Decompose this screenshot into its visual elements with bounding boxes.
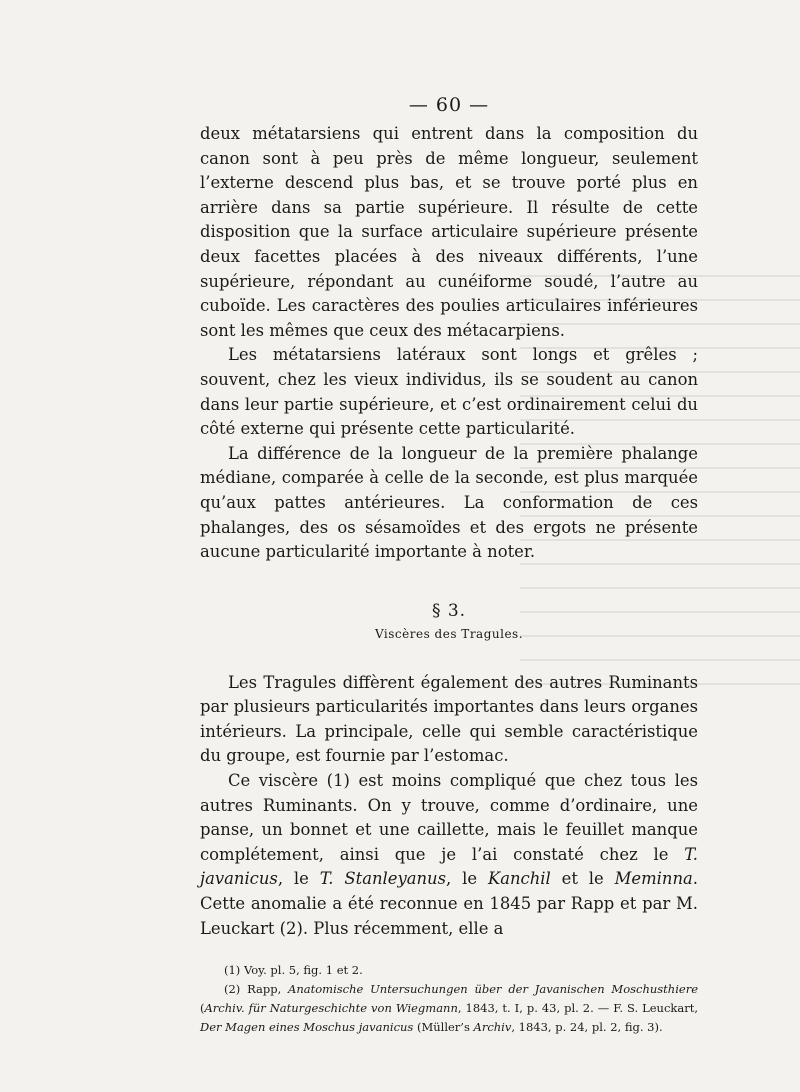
paragraph-stomach: Ce viscère (1) est moins compliqué que chez tous les autres Ruminants. On y trouve, comme d’ordinaire, une panse, un bonnet et une caillette, mais le feuillet manque complétement, ainsi que je l’ai constaté chez le T. javanicus, le T. Stanleyanus, le Kanchil et le Meminna. Cette anomalie a été reconnue en 1845 par Rapp et par M. Leuckart (2). Plus récemment, elle a (200, 771, 698, 938)
section-number: § 3. (431, 600, 467, 621)
paragraph-lateral-metatarsals: Les métatarsiens latéraux sont longs et grêles ; souvent, chez les vieux individus, ils se soudent au canon dans leur partie supérieure, et c’est ordinairement celui du côté externe qui présente cette particularité. (200, 345, 698, 439)
paragraph-tragules-viscera: Les Tragules diffèrent également des autres Ruminants par plusieurs particularités importantes dans leurs organes intérieurs. La principale, celle qui semble caractéristique du groupe, est fournie par l’estomac. (200, 672, 698, 766)
paragraph-continued: deux métatarsiens qui entrent dans la composition du canon sont à peu près de même longueur, seulement l’externe descend plus bas, et se trouve porté plus en arrière dans sa partie supérieure. Il résulte de cette disposition que la surface articulaire supérieure présente deux facettes placées à des niveaux différents, l’une supérieure, répondant au cunéiforme soudé, l’autre au cuboïde. Les caractères des poulies articulaires inférieures sont les mêmes que ceux des métacarpiens. (200, 124, 698, 340)
footnote-1: (1) Voy. pl. 5, fig. 1 et 2. (224, 963, 363, 978)
footnote-2: (2) Rapp, Anatomische Untersuchungen über der Javanischen Moschusthiere (Archiv. für Naturgeschichte von Wiegmann, 1843, t. I, p. 43, pl. 2. — F. S. Leuckart, Der Magen eines Moschus javanicus (Müller’s Archiv, 1843, p. 24, pl. 2, fig. 3). (200, 982, 699, 1035)
section-title: Viscères des Tragules. (374, 626, 524, 641)
page-number: — 60 — (408, 94, 490, 116)
paragraph-phalanges: La différence de la longueur de la première phalange médiane, comparée à celle de la seconde, est plus marquée qu’aux pattes antérieures. La conformation de ces phalanges, des os sésamoïdes et des ergots ne présente aucune particularité importante à noter. (200, 443, 698, 562)
page-body (200, 94, 698, 1037)
footnotes (200, 961, 698, 1037)
